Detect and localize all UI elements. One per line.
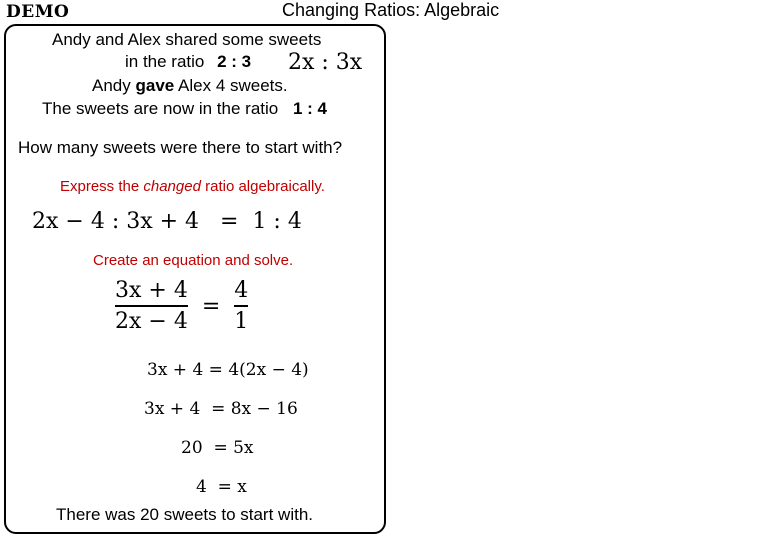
- solve-step-4: 4 = x: [196, 477, 247, 497]
- instr1-post: ratio algebraically.: [200, 178, 325, 195]
- problem-line-2: [125, 52, 251, 72]
- page-title: Changing Ratios: Algebraic: [282, 0, 500, 20]
- gave-post: Alex 4 sweets.: [174, 76, 288, 95]
- instr1-em: changed: [143, 178, 201, 195]
- gave-bold: gave: [135, 76, 175, 95]
- solve-step-2: 3x + 4 = 8x − 16: [144, 399, 298, 419]
- solve-step-3: 20 = 5x: [181, 438, 254, 458]
- fraction-equals: =: [201, 293, 221, 319]
- instruction-1: [60, 178, 325, 195]
- problem-line-1: Andy and Alex shared some sweets: [52, 30, 322, 49]
- right-numerator: 4: [234, 278, 249, 303]
- instruction-2: Create an equation and solve.: [93, 252, 294, 269]
- right-fraction: [234, 278, 248, 334]
- gave-pre: Andy: [92, 76, 136, 95]
- new-ratio-intro: The sweets are now in the ratio: [42, 99, 279, 118]
- problem-line-4: [42, 99, 327, 119]
- right-denominator: 1: [234, 309, 249, 334]
- left-denominator: 2x − 4: [115, 309, 188, 334]
- instr1-pre: Express the: [60, 178, 144, 195]
- original-ratio: 2 : 3: [217, 52, 252, 71]
- left-fraction: [115, 278, 188, 334]
- question: How many sweets were there to start with?: [18, 138, 343, 157]
- left-numerator: 3x + 4: [115, 278, 188, 303]
- solve-step-1: 3x + 4 = 4(2x − 4): [147, 360, 309, 380]
- changed-ratio-equation: 2x − 4 : 3x + 4 = 1 : 4: [32, 209, 302, 234]
- problem-line-3: [92, 76, 288, 96]
- fraction-equation: [115, 278, 248, 334]
- answer: There was 20 sweets to start with.: [56, 505, 313, 524]
- ratio-intro: in the ratio: [125, 52, 205, 71]
- right-fraction-bar: [234, 305, 248, 307]
- left-fraction-bar: [115, 305, 188, 307]
- algebraic-ratio: 2x : 3x: [288, 50, 363, 75]
- new-ratio: 1 : 4: [292, 99, 327, 118]
- demo-label: DEMO: [6, 2, 70, 22]
